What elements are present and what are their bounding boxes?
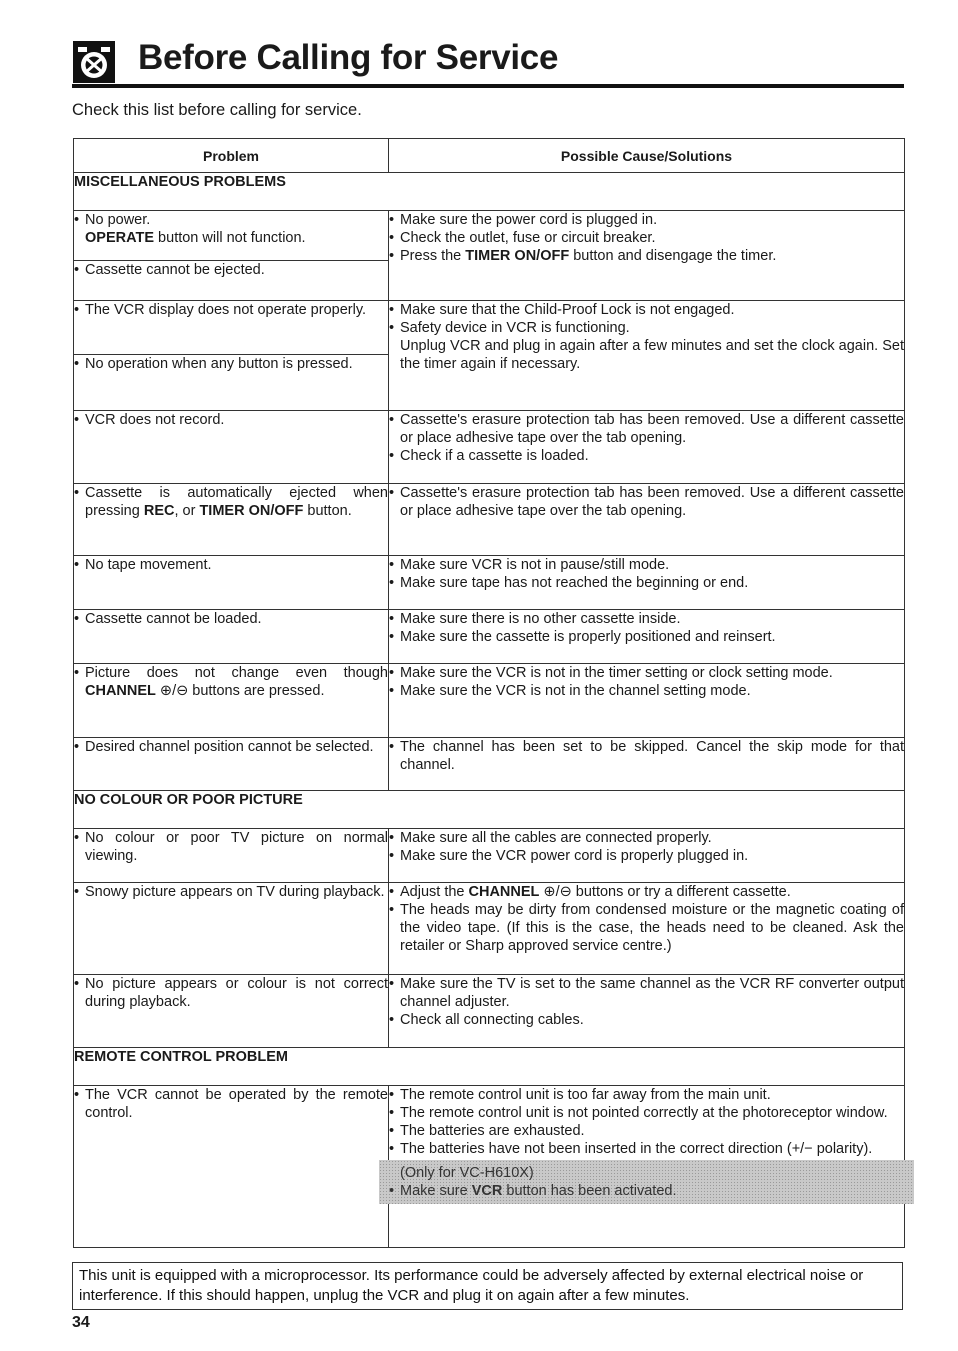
solution-item: • Check the outlet, fuse or circuit breaker.	[389, 230, 656, 246]
solution-item: • The channel has been set to be skipped. Cancel the skip mode for that channel.	[389, 739, 904, 773]
model-note-item: • Make sure VCR button has been activated.	[389, 1183, 677, 1199]
problem-column-header: Problem	[74, 139, 389, 173]
section-title-colour: NO COLOUR OR POOR PICTURE	[74, 791, 905, 829]
problem-cell	[74, 610, 389, 664]
problem-item: • Cassette is automatically ejected when pressing REC, or TIMER ON/OFF button.	[74, 485, 388, 519]
solution-item: • Cassette's erasure protection tab has been removed. Use a different cassette or place adhesive tape over the tab opening.	[389, 412, 904, 446]
model-note-box	[379, 1160, 914, 1204]
solution-item: • The heads may be dirty from condensed moisture or the magnetic coating of the video tape. (If this is the case, the heads need to be cleaned. Ask the retailer or Sharp approved service centre.)	[389, 902, 904, 954]
solution-item: • Make sure tape has not reached the beginning or end.	[389, 575, 749, 591]
table-row	[74, 211, 905, 261]
problem-cell	[74, 664, 389, 738]
title-rule	[72, 84, 904, 88]
solution-column-header: Possible Cause/Solutions	[389, 139, 905, 173]
solution-item: • Make sure all the cables are connected properly.	[389, 830, 712, 846]
table-row	[74, 411, 905, 484]
problem-item: • No tape movement.	[74, 557, 212, 573]
problem-cell	[74, 1086, 389, 1248]
solution-item: • The batteries have not been inserted in the correct direction (+/− polarity).	[389, 1141, 873, 1157]
table-row	[74, 556, 905, 610]
page-title: Before Calling for Service	[138, 38, 559, 77]
solution-cell	[389, 975, 905, 1048]
table-row	[74, 301, 905, 355]
solution-cell	[389, 1086, 905, 1248]
problem-cell	[74, 411, 389, 484]
solution-item: • Check if a cassette is loaded.	[389, 448, 589, 464]
section-title-remote: REMOTE CONTROL PROBLEM	[74, 1048, 905, 1086]
solution-item: • Safety device in VCR is functioning.	[389, 320, 630, 336]
section-row	[74, 1048, 905, 1086]
problem-cell	[74, 883, 389, 975]
solution-cell	[389, 556, 905, 610]
solution-item: • Make sure there is no other cassette inside.	[389, 611, 681, 627]
table-row	[74, 1086, 905, 1248]
problem-item: • The VCR display does not operate properly.	[74, 302, 367, 318]
solution-item: • Make sure that the Child-Proof Lock is not engaged.	[389, 302, 735, 318]
microprocessor-note: This unit is equipped with a microprocessor. Its performance could be adversely affected by external electrical noise or interference. If this should happen, unplug the VCR and plug it on again after a few minutes.	[72, 1262, 903, 1310]
problem-item: • VCR does not record.	[74, 412, 225, 428]
problem-cell	[74, 738, 389, 791]
problem-cell	[74, 556, 389, 610]
solution-cell	[389, 883, 905, 975]
table-row	[74, 975, 905, 1048]
problem-item: • The VCR cannot be operated by the remote control.	[74, 1087, 388, 1121]
problem-item: • Cassette cannot be loaded.	[74, 611, 262, 627]
table-row	[74, 664, 905, 738]
problem-item: • No colour or poor TV picture on normal viewing.	[74, 830, 388, 864]
problem-item: • No picture appears or colour is not correct during playback.	[74, 976, 388, 1010]
problem-item: • Snowy picture appears on TV during playback.	[74, 884, 385, 900]
solution-cell	[389, 829, 905, 883]
solution-item: • Press the TIMER ON/OFF button and disengage the timer.	[389, 248, 777, 264]
problem-cell	[74, 261, 389, 301]
solution-item: • The remote control unit is not pointed correctly at the photoreceptor window.	[389, 1105, 888, 1121]
problem-cell	[74, 301, 389, 355]
solution-item: • Adjust the CHANNEL ⊕/⊖ buttons or try a different cassette.	[389, 884, 791, 900]
solution-item: • The remote control unit is too far away from the main unit.	[389, 1087, 771, 1103]
solution-item: • Check all connecting cables.	[389, 1012, 584, 1028]
solution-item: • Make sure VCR is not in pause/still mode.	[389, 557, 670, 573]
solution-cell	[389, 211, 905, 301]
problem-cell	[74, 211, 389, 261]
section-title-misc: MISCELLANEOUS PROBLEMS	[74, 173, 905, 211]
problem-item: • Picture does not change even though CHANNEL ⊕/⊖ buttons are pressed.	[74, 665, 388, 699]
solution-continuation: Unplug VCR and plug in again after a few minutes and set the clock again. Set the timer again if necessary.	[400, 338, 904, 372]
solution-item: • The batteries are exhausted.	[389, 1123, 585, 1139]
solution-item: • Make sure the VCR power cord is properly plugged in.	[389, 848, 749, 864]
solution-cell	[389, 411, 905, 484]
solution-item: • Make sure the power cord is plugged in.	[389, 212, 658, 228]
problem-cell	[74, 355, 389, 411]
table-row	[74, 829, 905, 883]
problem-item: • No operation when any button is pressed.	[74, 356, 353, 372]
table-row	[74, 738, 905, 791]
solution-item: • Make sure the cassette is properly positioned and reinsert.	[389, 629, 776, 645]
page-number: 34	[72, 1314, 90, 1331]
table-header-row	[74, 139, 905, 173]
table-row	[74, 484, 905, 556]
table-row	[74, 883, 905, 975]
page-header	[72, 36, 904, 88]
solution-cell	[389, 664, 905, 738]
intro-text: Check this list before calling for service.	[72, 101, 362, 119]
solution-item: • Make sure the VCR is not in the channel setting mode.	[389, 683, 751, 699]
problem-cell	[74, 975, 389, 1048]
model-note-title: (Only for VC-H610X)	[400, 1165, 534, 1181]
solution-item: • Make sure the TV is set to the same channel as the VCR RF converter output channel adjuster.	[389, 976, 904, 1010]
problem-item: • Cassette cannot be ejected.	[74, 262, 265, 278]
solution-cell	[389, 301, 905, 411]
problem-item: • Desired channel position cannot be selected.	[74, 739, 374, 755]
troubleshooting-table	[73, 138, 905, 1248]
problem-cell	[74, 829, 389, 883]
solution-cell	[389, 610, 905, 664]
solution-cell	[389, 484, 905, 556]
problem-item: • No power. OPERATE button will not function.	[74, 212, 306, 246]
service-icon	[72, 40, 116, 84]
problem-cell	[74, 484, 389, 556]
table-row	[74, 610, 905, 664]
section-row	[74, 173, 905, 211]
solution-item: • Cassette's erasure protection tab has been removed. Use a different cassette or place adhesive tape over the tab opening.	[389, 485, 904, 519]
section-row	[74, 791, 905, 829]
solution-item: • Make sure the VCR is not in the timer setting or clock setting mode.	[389, 665, 833, 681]
solution-cell	[389, 738, 905, 791]
